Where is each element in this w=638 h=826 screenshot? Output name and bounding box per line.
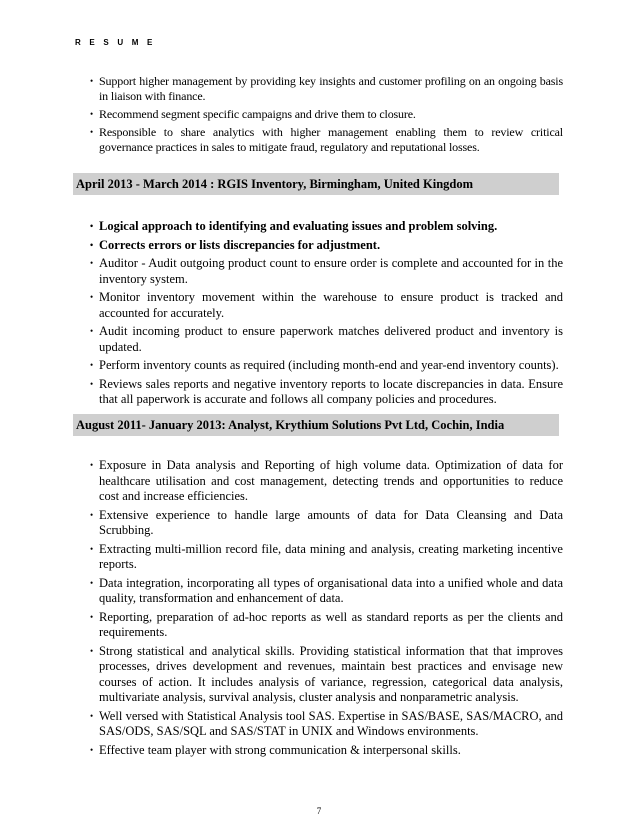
list-item: • Responsible to share analytics with higher management enabling them to review critical governance practices in sales to mitigate fraud, regulatory and reputational losses. bbox=[99, 125, 563, 155]
list-item: • Corrects errors or lists discrepancies for adjustment. bbox=[99, 238, 563, 254]
list-item: • Perform inventory counts as required (including month-end and year-end inventory counts). bbox=[99, 358, 563, 374]
list-item: • Reporting, preparation of ad-hoc reports as well as standard reports as per the clients and requirements. bbox=[99, 610, 563, 641]
job-bullets-rgis bbox=[99, 219, 563, 408]
resume-header-label: R E S U M E bbox=[75, 38, 156, 47]
list-item: • Strong statistical and analytical skills. Providing statistical information that that improves processes, drives development and revenues, maintain best practices and envisage new courses of action. It includes analysis of variance, regression, categorical data analysis, multivariate analysis, survival analysis, cluster analysis and nonparametric analysis. bbox=[99, 644, 563, 706]
list-item: • Support higher management by providing key insights and customer profiling on an ongoing basis in liaison with finance. bbox=[99, 74, 563, 104]
list-item: • Logical approach to identifying and evaluating issues and problem solving. bbox=[99, 219, 563, 235]
job-heading-rgis: April 2013 - March 2014 : RGIS Inventory, Birmingham, United Kingdom bbox=[73, 173, 559, 195]
list-item: • Data integration, incorporating all types of organisational data into a unified whole and data quality, transformation and enhancement of data. bbox=[99, 576, 563, 607]
job-section-krythium bbox=[0, 458, 638, 761]
list-item: • Monitor inventory movement within the warehouse to ensure product is tracked and accounted for accurately. bbox=[99, 290, 563, 321]
list-item: • Exposure in Data analysis and Reporting of high volume data. Optimization of data for healthcare utilisation and cost management, detecting trends and opportunities to reduce cost and increase efficiencies. bbox=[99, 458, 563, 505]
responsibilities-section bbox=[0, 74, 638, 158]
list-item: • Audit incoming product to ensure paperwork matches delivered product and inventory is updated. bbox=[99, 324, 563, 355]
list-item: • Extracting multi-million record file, data mining and analysis, creating marketing incentive reports. bbox=[99, 542, 563, 573]
list-item: • Well versed with Statistical Analysis tool SAS. Expertise in SAS/BASE, SAS/MACRO, and SAS/ODS, SAS/SQL and SAS/STAT in UNIX and Windows environments. bbox=[99, 709, 563, 740]
page-number: 7 bbox=[316, 806, 322, 816]
job-section-rgis bbox=[0, 219, 638, 411]
list-item: • Effective team player with strong communication & interpersonal skills. bbox=[99, 743, 563, 759]
job-heading-krythium: August 2011- January 2013: Analyst, Krythium Solutions Pvt Ltd, Cochin, India bbox=[73, 414, 559, 436]
responsibilities-list bbox=[99, 74, 563, 155]
list-item: • Auditor - Audit outgoing product count to ensure order is complete and accounted for in the inventory system. bbox=[99, 256, 563, 287]
job-bullets-krythium bbox=[99, 458, 563, 758]
list-item: • Extensive experience to handle large amounts of data for Data Cleansing and Data Scrubbing. bbox=[99, 508, 563, 539]
list-item: • Recommend segment specific campaigns and drive them to closure. bbox=[99, 107, 563, 122]
list-item: • Reviews sales reports and negative inventory reports to locate discrepancies in data. Ensure that all paperwork is accurate and follows all company policies and procedures. bbox=[99, 377, 563, 408]
